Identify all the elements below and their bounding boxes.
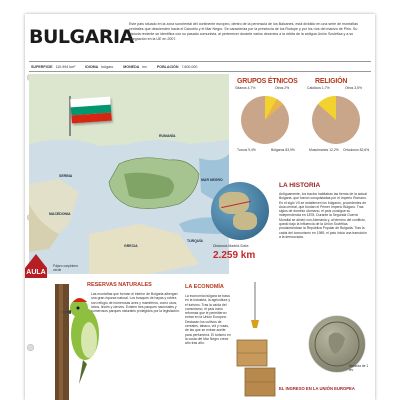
- crane-crates-illustration: [231, 282, 279, 400]
- map-label: MAR NEGRO: [201, 178, 223, 182]
- globe-land: [233, 212, 257, 230]
- distance-value: 2.259 km: [213, 250, 256, 261]
- map-label: MACEDONIA: [49, 212, 71, 216]
- pie-label: Ortodoxos 82,6%: [343, 148, 370, 152]
- economy-text: La economía búlgara se basa en la industria, la agricultura y el turismo. Tras la caída del comunismo, el país inició reformas que le permitieron entrar en la Unión Europea. Destacan los cultivos de cereales, tabaco, vid y rosas, de las que se extrae aceite para perfumería. El turismo en la costa del Mar Negro crece año tras año.: [185, 294, 231, 346]
- pie-label: Musulmanes 12,2%: [309, 148, 339, 152]
- pie-label: Gitanos 4,7%: [235, 86, 256, 90]
- bird-caption: Pájaro carpintero verde: [53, 264, 79, 272]
- bulgaria-map: [29, 74, 229, 274]
- fact-item: POBLACIÓN 7.600.000: [156, 64, 198, 69]
- map-label: SERBIA: [59, 174, 73, 178]
- aula-label: AULA: [26, 269, 46, 276]
- religion-title: RELIGIÓN: [315, 78, 348, 85]
- aula-badge: [25, 254, 47, 284]
- religion-pie: [310, 94, 362, 146]
- economy-title: LA ECONOMÍA: [185, 284, 224, 290]
- page-title: BULGARIA: [29, 26, 134, 48]
- fact-item: MONEDA lev: [123, 64, 147, 69]
- fact-item: SUPERFICIE 110.994 km²: [31, 64, 76, 69]
- globe-illustration: [211, 182, 269, 240]
- ethnic-groups-pie: [239, 94, 291, 146]
- bulgarian-flag: [70, 97, 112, 124]
- history-text: Antiguamente, los tracios habitaban las tierras de la actual Bulgaria, que fueron conquistadas por el Imperio Romano. En el siglo VII se establecen los búlgaros, procedentes de Asia central, que fundan el Primer Imperio Búlgaro. Tras siglos de dominio otomano, el país consigue su independencia en 1878. Durante la Segunda Guerra Mundial se alineó con Alemania y, al término del conflicto, quedó bajo la influencia de la Unión Soviética, proclamándose la República Popular de Bulgaria. Tras la caída del comunismo en 1989, el país inicia una transición a la democracia.: [279, 192, 367, 239]
- map-label: GRECIA: [124, 244, 138, 248]
- pie-label: Otros 3,5%: [345, 86, 362, 90]
- eu-accession-title: EL INGRESO EN LA UNIÓN EUROPEA: [279, 386, 355, 391]
- fact-item: IDIOMA búlgaro: [85, 64, 114, 69]
- binder-hole: [27, 344, 34, 351]
- ethnic-groups-title: GRUPOS ÉTNICOS: [237, 78, 298, 85]
- intro-paragraph: Este país situado en la zona suroriental del continente europeo, dentro de la península de los Balcanes, está dividido en una serie de montañas centrales que descienden hacia el Danubio y el Mar Negro. Se caracteriza por la presencia de los Ródope y por los ríos del macizo de Pirin. Su historia reciente se identifica con su pasado comunista, al pertenecer durante varios decenios a la órbita de la antigua Unión Soviética y a su integración en la UE en 2007.: [129, 22, 358, 41]
- pie-label: Católicos 1,7%: [307, 86, 330, 90]
- map-label: TURQUÍA: [187, 239, 203, 243]
- warning-triangle-icon: [25, 254, 47, 268]
- coin-caption: Moneda de 1 lev: [349, 364, 369, 372]
- map-label: RUMANÍA: [159, 134, 176, 138]
- pie-label: Otros 2%: [275, 86, 290, 90]
- distance-label: Distancia Madrid-Sofía: [213, 244, 249, 248]
- pie-label: Búlgaros 83,9%: [271, 148, 295, 152]
- facts-bar: [29, 61, 371, 72]
- pie-label: Turcos 9,4%: [237, 148, 256, 152]
- reserves-text: Las montañas que forman el interior de Bulgaria albergan una gran riqueza natural. Los bosques de hayas y robles son refugio de numerosas aves y mamíferos, como osos, lobos, linces y ciervos. Existen tres parques nacionales y numerosos parques naturales protegidos por la legislación.: [91, 292, 180, 314]
- reserves-title: RESERVAS NATURALES: [87, 282, 152, 288]
- history-title: LA HISTORIA: [279, 182, 321, 189]
- document-page: [25, 14, 375, 400]
